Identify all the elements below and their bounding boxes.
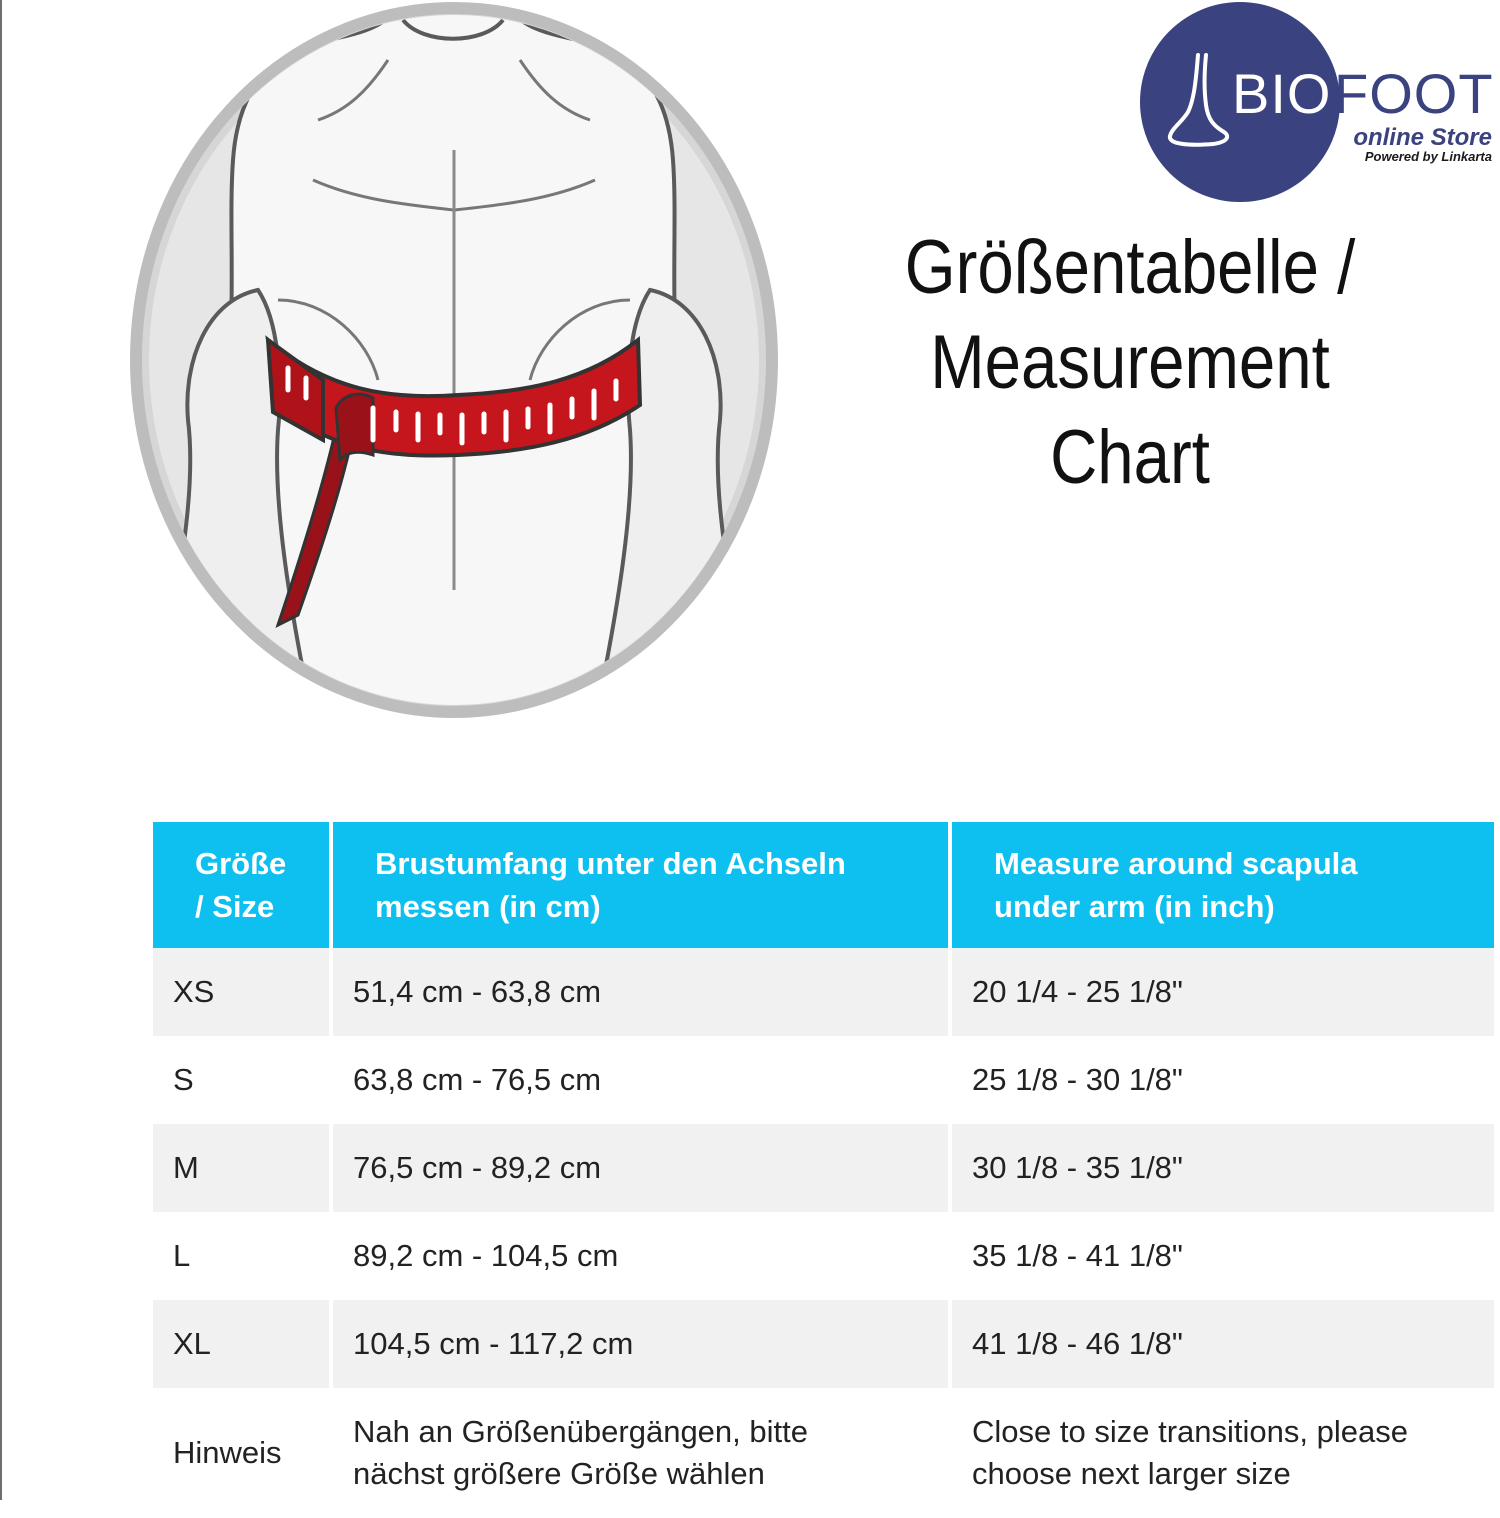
logo-tagline: online Store	[1353, 124, 1492, 151]
note-de-line-2: nächst größere Größe wählen	[353, 1456, 765, 1491]
cell-cm: 51,4 cm - 63,8 cm	[329, 948, 948, 1036]
header-size-line-2: / Size	[195, 889, 275, 924]
header-inch	[948, 822, 1494, 948]
cell-size: S	[173, 1062, 194, 1097]
note-row	[153, 1388, 1494, 1518]
cell-inch: 20 1/4 - 25 1/8"	[948, 948, 1494, 1036]
cell-inch: 30 1/8 - 35 1/8"	[948, 1124, 1494, 1212]
size-table	[153, 822, 1494, 1518]
header-cm-line-2: messen (in cm)	[375, 889, 601, 924]
table-row	[153, 1212, 1494, 1300]
cell-cm: 104,5 cm - 117,2 cm	[329, 1300, 948, 1388]
title-line-2: Measurement	[930, 320, 1330, 405]
logo-brand-left: BIO	[1232, 62, 1332, 125]
biofoot-logo[interactable]	[1138, 0, 1500, 205]
cell-cm: 89,2 cm - 104,5 cm	[329, 1212, 948, 1300]
page-title	[872, 220, 1388, 505]
logo-powered-by: Powered by Linkarta	[1364, 149, 1492, 164]
note-label: Hinweis	[173, 1435, 282, 1470]
cell-size: XS	[153, 948, 329, 1036]
table-row	[153, 948, 1494, 1036]
table-row	[153, 1124, 1494, 1212]
header-cm-line-1: Brustumfang unter den Achseln	[375, 846, 846, 881]
left-edge-rule	[0, 0, 2, 1500]
header-size-line-1: Größe	[195, 846, 287, 881]
cell-size: L	[173, 1238, 191, 1273]
note-en	[948, 1388, 1494, 1518]
header-size	[153, 822, 329, 948]
note-en-line-2: choose next larger size	[972, 1456, 1291, 1491]
logo-brand-right: FOOT	[1334, 62, 1494, 125]
note-de-line-1: Nah an Größenübergängen, bitte	[353, 1414, 808, 1449]
cell-size: M	[153, 1124, 329, 1212]
header-inch-line-1: Measure around scapula	[994, 846, 1358, 881]
cell-cm: 76,5 cm - 89,2 cm	[329, 1124, 948, 1212]
title-line-3: Chart	[1050, 415, 1210, 500]
header-cm	[329, 822, 948, 948]
title-line-1: Größentabelle /	[904, 225, 1356, 310]
table-row	[153, 1036, 1494, 1124]
chest-measurement-illustration	[128, 0, 780, 720]
cell-inch: 35 1/8 - 41 1/8"	[948, 1212, 1494, 1300]
cell-inch: 25 1/8 - 30 1/8"	[948, 1036, 1494, 1124]
table-row	[153, 1300, 1494, 1388]
note-en-line-1: Close to size transitions, please	[972, 1414, 1408, 1449]
foot-icon	[1158, 50, 1238, 150]
cell-size: XL	[153, 1300, 329, 1388]
note-de	[329, 1388, 948, 1518]
header-inch-line-2: under arm (in inch)	[994, 889, 1275, 924]
table-header-row	[153, 822, 1494, 948]
cell-inch: 41 1/8 - 46 1/8"	[948, 1300, 1494, 1388]
cell-cm: 63,8 cm - 76,5 cm	[329, 1036, 948, 1124]
